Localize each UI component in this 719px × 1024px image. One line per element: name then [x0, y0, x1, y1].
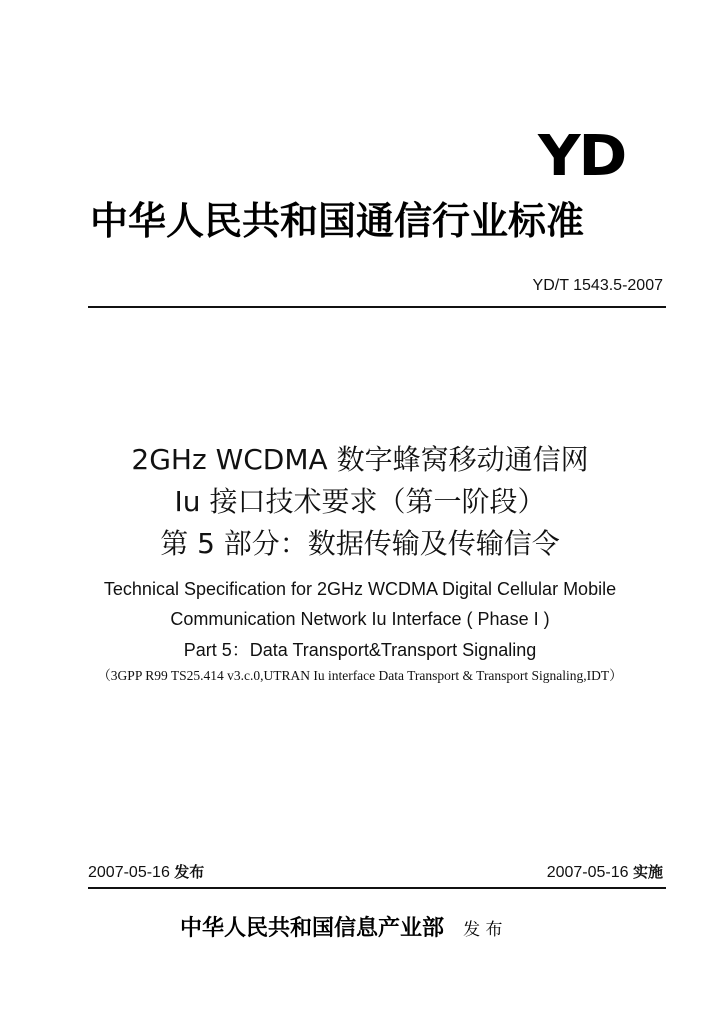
chinese-title-line-3: 第 5 部分：数据传输及传输信令: [160, 527, 560, 560]
english-title-line-1: Technical Specification for 2GHz WCDMA Digital Cellular Mobile: [103, 579, 617, 599]
implementation-date-label: 实施: [632, 863, 663, 881]
chinese-title-line-1: 2GHz WCDMA 数字蜂窝移动通信网: [131, 443, 589, 476]
implementation-date-value: 2007-05-16: [546, 864, 629, 881]
issue-date: [88, 862, 204, 883]
implementation-date: [547, 862, 663, 883]
top-divider: [88, 306, 666, 308]
publisher-name: 中华人民共和国信息产业部: [180, 916, 445, 941]
standard-number: YD/T 1543.5-2007: [532, 277, 663, 294]
yd-logo: YD: [538, 124, 626, 189]
bottom-divider: [88, 887, 666, 889]
chinese-title-line-2: Iu 接口技术要求（第一阶段）: [174, 485, 546, 518]
publisher: [180, 912, 600, 947]
english-title-line-3: Part 5：Data Transport&Transport Signaling: [183, 640, 537, 660]
reference-standard: （3GPP R99 TS25.414 v3.c.0,UTRAN Iu interface Data Transport & Transport Signaling,IDT）: [97, 668, 623, 683]
publisher-action: 发 布: [463, 920, 503, 940]
english-title-line-2: Communication Network Iu Interface ( Phase I ): [170, 609, 550, 629]
issue-date-label: 发布: [174, 863, 205, 881]
standard-category-title: 中华人民共和国通信行业标准: [90, 199, 585, 243]
issue-date-value: 2007-05-16: [88, 864, 170, 881]
